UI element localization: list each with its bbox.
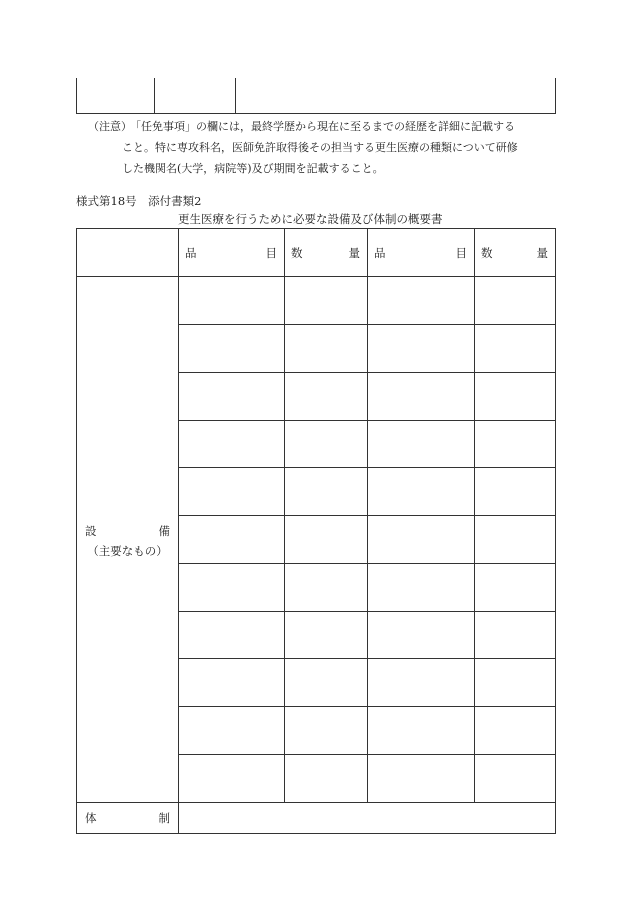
header-char: 品 (185, 245, 197, 260)
table-divider (235, 78, 236, 113)
header-item (178, 229, 284, 276)
header-char: 目 (265, 245, 277, 260)
equipment-label (77, 521, 178, 561)
label-char: 制 (158, 811, 170, 825)
row-divider (178, 372, 555, 373)
header-char: 量 (348, 245, 360, 260)
form-number: 様式第18号 添付書類2 (76, 194, 202, 208)
table-divider (154, 78, 155, 113)
note-line: こと。特に専攻科名，医師免許取得後その担当する更生医療の種類について研修 (122, 141, 518, 154)
note-label: （注意） (88, 120, 132, 133)
label-char: 設 (85, 524, 97, 538)
header-char: 品 (374, 245, 386, 260)
row-divider (178, 467, 555, 468)
row-divider (178, 754, 555, 755)
header-char: 目 (455, 245, 467, 260)
equipment-sublabel: （主要なもの） (87, 544, 168, 558)
previous-table-remnant (76, 78, 556, 114)
header-char: 数 (291, 245, 303, 260)
note-line: 「任免事項」の欄には，最終学歴から現在に至るまでの経歴を詳細に記載する (130, 120, 515, 133)
column-divider (178, 802, 179, 834)
row-divider (178, 324, 555, 325)
row-divider (178, 611, 555, 612)
header-quantity (474, 229, 555, 276)
row-divider (178, 420, 555, 421)
system-label (77, 802, 178, 834)
row-divider (178, 515, 555, 516)
document-title: 更生医療を行うために必要な設備及び体制の概要書 (178, 212, 443, 226)
label-char: 備 (158, 524, 170, 538)
row-divider (77, 276, 555, 277)
header-quantity (284, 229, 367, 276)
equipment-table (76, 228, 556, 834)
header-item (367, 229, 474, 276)
row-divider (178, 563, 555, 564)
row-divider (178, 706, 555, 707)
header-char: 量 (536, 245, 548, 260)
row-divider (178, 658, 555, 659)
label-char: 体 (85, 811, 97, 825)
note-line: した機関名(大学，病院等)及び期間を記載すること。 (122, 162, 384, 175)
header-char: 数 (481, 245, 493, 260)
